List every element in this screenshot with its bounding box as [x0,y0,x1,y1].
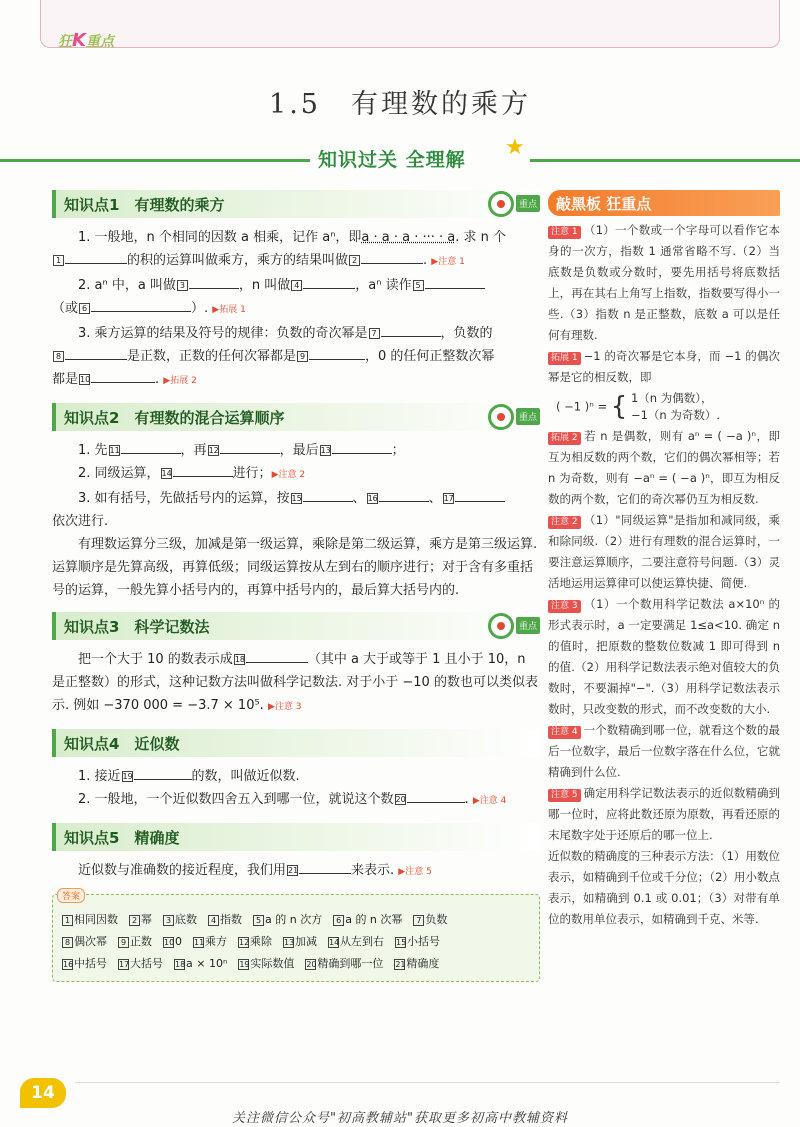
answer-item [192,935,227,948]
answer-number: 3 [163,915,174,926]
answer-text: 小括号 [407,935,440,948]
brand-logo: 狂K重点 [58,30,114,51]
kp4-heading [52,729,540,757]
note-3: 注意 3 （1）一个数用科学记数法 a×10ⁿ 的形式表示时，a 一定要满足 1≤a<10. 确定 n 的值时，把原数的整数位数减 1 即可得到 n 的值.（2）用科学记数法表示绝对值较大的负数时，不要漏掉"−".（3）用科学记数法表示数时，只改变数的形式，而不改变数的大小. [548,597,780,716]
answer-text: 加减 [295,935,317,948]
answer-number: 6 [333,915,344,926]
answer-row-3 [61,953,531,975]
banner-line-left [0,159,310,162]
answer-text: 指数 [220,913,242,926]
kp1-para-3b: 8 是正数，正数的任何次幂都是 9 ，0 的任何正整数次幂 [52,345,540,368]
answer-number: 5 [253,915,264,926]
answer-text: 实际数值 [250,957,295,970]
answer-number: 7 [413,915,424,926]
answer-item [393,957,439,970]
answer-number: 20 [306,959,317,969]
answer-item [237,957,294,970]
answer-number: 9 [118,937,129,948]
answer-text: 中括号 [74,957,107,970]
kp2-para-3b: 依次进行. [52,514,109,529]
answer-item [61,913,118,926]
key-badge: 重点 [516,195,540,212]
kp2-para-3: 3. 如有括号，先做括号内的运算，按 15 、 16 、 17 [52,487,540,510]
blank-number: 1 [53,255,64,266]
answer-item [162,913,197,926]
knowledge-point-1 [52,190,540,393]
kp3-para: 把一个大于 10 的数表示成 18 （其中 a 大于或等于 1 且小于 10，n 是正整数）的形式，这种记数方法叫做科学记数法. 对于小于 −10 的数也可以类似表示. 例如 −370 000 = −3.7 × 10⁵. ▶注意 3 [52,648,540,719]
kp1-title: 知识点1 有理数的乘方 [64,196,225,214]
target-icon [488,404,514,430]
kp2-heading [52,403,540,431]
answer-text: 负数 [425,913,448,926]
answer-item [207,913,242,926]
extension-2: 拓展 2 若 n 是偶数，则有 aⁿ = ( −a )ⁿ，即互为相反数的两个数，它们的偶次幂相等；若 n 为奇数，则有 −aⁿ = ( −a )ⁿ，即互为相反数的两个数，它们的奇次幂仍互为相反数. [548,429,780,506]
answer-text: a × 10ⁿ [186,957,228,970]
answer-text: 偶次幂 [74,935,107,948]
answer-text: 从左到右 [340,935,384,948]
sidebar-heading: 敲黑板 狂重点 [548,190,780,216]
main-column [52,190,540,982]
kp4-title: 知识点4 近似数 [64,735,180,753]
banner-line-right [530,159,800,162]
answer-label: 答案 [57,888,85,903]
key-badge: 重点 [516,617,540,634]
knowledge-point-5 [52,823,540,884]
answer-number: 1 [62,915,73,926]
answer-item [61,935,107,948]
answer-text: 乘方 [205,935,227,948]
answer-number: 2 [129,915,140,926]
trophy-icon: ★ [505,135,525,160]
kp5-para: 近似数与准确数的接近程度，我们用 21 来表示. ▶注意 5 [52,859,540,884]
kp1-para-2: 2. aⁿ 中，a 叫做 3 ，n 叫做 4 ，aⁿ 读作 5 [52,274,540,297]
footer-text: 关注微信公众号"初高教辅站"获取更多初高中教辅资料 [232,1111,568,1126]
kp1-heading [52,190,540,218]
kp1-para-1: 1. 一般地，n 个相同的因数 a 相乘，记作 aⁿ，即a · a · a · ··· · a. 求 n 个 [78,230,507,245]
banner-text: 知识过关 全理解 [318,149,466,171]
answer-number: 19 [239,959,250,969]
answer-text: 正数 [130,935,152,948]
answer-text: 0 [175,935,182,948]
kp5-heading [52,823,540,851]
note-5: 注意 5 确定用科学记数法表示的近似数精确到哪一位时，应将此数还原为原数，再看还原的末尾数字处于还原后的哪一位上. [548,786,780,842]
answer-text: 大括号 [130,957,163,970]
note-link[interactable]: ▶注意 3 [267,702,302,712]
answer-item [128,913,152,926]
note-4: 注意 4 一个数精确到哪一位，就看这个数的最后一位数字，最后一位数字落在什么位，它就精确到什么位. [548,723,780,779]
kp1-para-2b: （或 6 ）. ▶拓展 1 [52,297,540,322]
answer-item [304,957,383,970]
answer-number: 8 [62,937,73,948]
knowledge-point-4 [52,729,540,813]
answer-item [332,913,402,926]
kp1-para-3: 3. 乘方运算的结果及符号的规律：负数的奇次幂是 7 ，负数的 [52,322,540,345]
note-tag: 注意 2 [548,516,581,529]
answer-item [412,913,447,926]
answer-number: 18 [175,959,186,969]
accuracy-methods: 近似数的精确度的三种表示方法：（1）用数位表示，如精确到千位或千分位；（2）用小数点表示，如精确到 0.1 或 0.01；（3）对带有单位的数用单位表示，如精确到千克、米等. [548,849,780,926]
answer-item [61,957,107,970]
answer-row-1 [61,909,531,931]
answer-number: 15 [396,937,407,947]
answer-item [173,957,227,970]
kp3-title: 知识点3 科学记数法 [64,618,210,636]
kp2-title: 知识点2 有理数的混合运算顺序 [64,409,285,427]
answer-number: 16 [63,959,74,969]
note-tag: 注意 3 [548,600,581,613]
kp4-para-2: 2. 一般地，一个近似数四舍五入到哪一位，就说这个数 20 . ▶注意 4 [52,788,540,813]
answer-text: a 的 n 次幂 [345,913,403,926]
answer-item [117,957,163,970]
answer-number: 12 [239,937,250,947]
kp1-para-1b: 1 的积的运算叫做乘方，乘方的结果叫做 2 . ▶注意 1 [52,249,540,274]
note-tag: 注意 5 [548,789,581,802]
sidebar [548,190,780,930]
answer-number: 4 [208,915,219,926]
answer-text: 乘除 [250,935,272,948]
note-link[interactable]: ▶注意 2 [271,470,306,480]
page-title: 1.5 有理数的乘方 [269,89,531,120]
note-2: 注意 2 （1）"同级运算"是指加和减同级，乘和除同级.（2）进行有理数的混合运算时，一要注意运算顺序，二要注意符号问题.（3）灵活地运用运算律可以使运算快捷、简便. [548,513,780,590]
answer-number: 13 [284,937,295,947]
answer-key [52,894,540,982]
key-badge: 重点 [516,408,540,425]
knowledge-point-3 [52,612,540,719]
note-tag: 注意 4 [548,726,581,739]
note-link[interactable]: ▶注意 4 [472,796,507,806]
answer-text: 精确到哪一位 [317,957,384,970]
kp2-para-1: 1. 先 11 ，再 12 ，最后 13 ； [52,439,540,462]
answer-number: 17 [119,959,130,969]
answer-item [162,935,182,948]
target-icon [488,191,514,217]
answer-text: 相同因数 [74,913,118,926]
header-bar [40,0,780,48]
page-number: 14 [20,1078,66,1108]
answer-number: 10 [164,937,175,947]
answer-item [282,935,317,948]
note-link[interactable]: ▶注意 1 [431,257,465,267]
answer-item [117,935,152,948]
extension-1: 拓展 1 −1 的奇次幂是它本身，而 −1 的偶次幂是它的相反数，即 [548,349,780,384]
answer-number: 14 [329,937,340,947]
kp2-explanation: 有理数运算分三级，加减是第一级运算，乘除是第二级运算，乘方是第三级运算. 运算顺序是先算高级，再算低级；同级运算按从左到右的顺序进行；对于含有多重括号的运算，一般先算小括号内的，再算中括号内的，最后算大括号内的. [52,537,538,598]
knowledge-point-2 [52,403,540,602]
note-1: 注意 1 （1）一个数或一个字母可以看作它本身的一次方，指数 1 通常省略不写.（2）当底数是负数或分数时，要先用括号将底数括上，再在其右上角写上指数，指数要写得小一些.（3）指数 n 是正整数，底数 a 可以是任何有理数. [548,223,780,342]
extension-link[interactable]: ▶拓展 1 [212,305,246,315]
answer-item [327,935,384,948]
extension-tag: 拓展 2 [548,432,581,445]
note-tag: 注意 1 [548,226,581,239]
answer-text: 底数 [175,913,197,926]
answer-row-2 [61,931,531,953]
extension-link[interactable]: ▶拓展 2 [163,376,197,386]
answer-item [394,935,440,948]
answer-item [252,913,322,926]
section-banner [0,135,800,173]
kp5-title: 知识点5 精确度 [64,829,180,847]
kp3-heading [52,612,540,640]
target-icon [488,613,514,639]
kp2-para-2: 2. 同级运算， 14 进行；▶注意 2 [52,462,540,487]
note-link[interactable]: ▶注意 5 [398,867,432,877]
answer-number: 11 [194,937,205,947]
extension-tag: 拓展 1 [548,352,581,365]
footer-divider [75,1082,780,1083]
answer-number: 21 [395,959,406,969]
kp1-para-3c: 都是 10 . ▶拓展 2 [52,368,540,393]
kp4-para-1: 1. 接近 19 的数，叫做近似数. [52,765,540,788]
answer-text: 幂 [141,913,152,926]
answer-text: a 的 n 次方 [265,913,323,926]
answer-item [237,935,272,948]
piecewise-formula: ( −1 )ⁿ = { 1（n 为偶数）， −1（n 为奇数）. [556,391,721,422]
answer-text: 精确度 [406,957,440,970]
